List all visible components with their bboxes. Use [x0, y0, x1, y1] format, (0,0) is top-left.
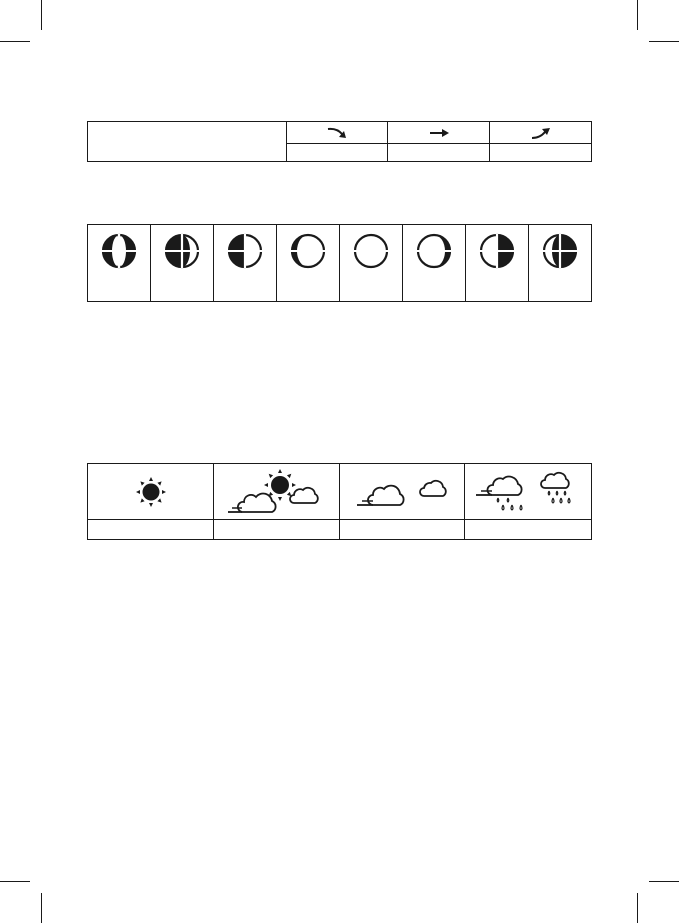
waxing-gibbous-icon [540, 231, 580, 271]
weather-forecast-table [87, 463, 592, 540]
trend-rising-label [490, 144, 591, 161]
partly-cloudy-icon [214, 464, 340, 519]
trend-falling-cell [287, 122, 388, 144]
crop-mark [41, 893, 42, 923]
crop-mark [649, 881, 679, 882]
last-quarter-icon [225, 231, 265, 271]
weather-cloudy-label [340, 520, 466, 539]
waxing-crescent-icon [414, 231, 454, 271]
weather-rainy-cell [465, 464, 591, 520]
moon-phase-cell [88, 225, 151, 301]
weather-sunny-cell [88, 464, 214, 520]
crop-mark [0, 881, 30, 882]
crop-mark [637, 0, 638, 30]
new-moon-icon [351, 231, 391, 271]
moon-phase-cell [466, 225, 529, 301]
weather-partly-cloudy-cell [214, 464, 340, 520]
first-quarter-icon [477, 231, 517, 271]
weather-sunny-label [88, 520, 214, 539]
trend-falling-label [287, 144, 388, 161]
trend-steady-label [388, 144, 490, 161]
arrow-down-right-icon [325, 126, 349, 140]
waning-crescent-icon [288, 231, 328, 271]
waning-gibbous-icon [162, 231, 202, 271]
crop-mark [649, 41, 679, 42]
cloudy-icon [340, 464, 466, 519]
moon-phase-cell [340, 225, 403, 301]
weather-cloudy-cell [340, 464, 466, 520]
full-moon-icon [99, 231, 139, 271]
moon-phase-table [87, 224, 592, 302]
arrow-up-right-icon [529, 126, 553, 140]
crop-mark [0, 41, 30, 42]
moon-phase-cell [403, 225, 466, 301]
moon-phase-cell [214, 225, 277, 301]
arrow-right-icon [427, 126, 451, 140]
moon-phase-cell [529, 225, 591, 301]
trend-steady-cell [388, 122, 490, 144]
trend-rising-cell [490, 122, 591, 144]
weather-partly-cloudy-label [214, 520, 340, 539]
trend-label-cell [88, 122, 287, 161]
moon-phase-cell [277, 225, 340, 301]
weather-rainy-label [465, 520, 591, 539]
sunny-icon [88, 464, 214, 519]
crop-mark [41, 0, 42, 30]
moon-phase-cell [151, 225, 214, 301]
crop-mark [637, 893, 638, 923]
rainy-icon [465, 464, 591, 519]
pressure-trend-table [87, 121, 592, 162]
